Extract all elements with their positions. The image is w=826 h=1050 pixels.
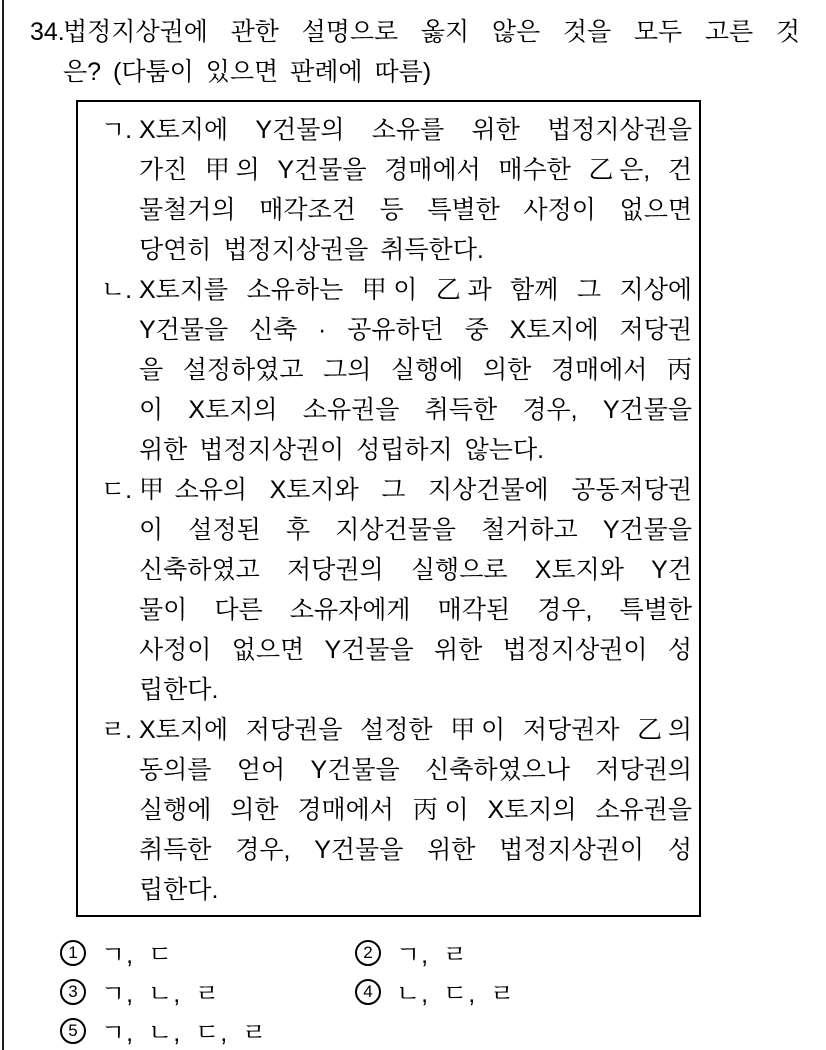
page-left-rule [2,0,4,1050]
question-header [0,0,826,92]
item-line: 물이 다른 소유자에게 매각된 경우, 특별한 [139,596,692,624]
choice-text: ㄱ, ㄹ [396,940,469,969]
circled-number-icon: 2 [355,940,381,966]
item-g [101,110,692,270]
item-line: 동의를 얻어 Y건물을 신축하였으나 저당권의 [139,756,692,784]
item-line: X토지를 소유하는 甲이 乙과 함께 그 지상에 [139,276,692,304]
item-line: Y건물을 신축 · 공유하던 중 X토지에 저당권 [139,316,692,344]
choice-text: ㄴ, ㄷ, ㄹ [396,979,516,1008]
item-line: 이 설정된 후 지상건물을 철거하고 Y건물을 [139,516,692,544]
question-text-line: 법정지상권에 관한 설명으로 옳지 않은 것을 모두 고른 것 [63,18,800,46]
circled-number-icon: 3 [60,979,86,1005]
question-number: 34. [30,18,65,46]
item-body [139,270,692,470]
question-box [76,100,701,917]
item-label: ㄴ. [101,276,133,304]
item-line: 립한다. [139,876,219,904]
item-label: ㄱ. [101,116,133,144]
question-text-line: 은? (다툼이 있으면 판례에 따름) [63,58,432,86]
item-d [101,470,692,710]
item-body [139,710,692,910]
item-line: X토지에 저당권을 설정한 甲이 저당권자 乙의 [139,716,692,744]
item-line: 취득한 경우, Y건물을 위한 법정지상권이 성 [139,836,692,864]
choice-text: ㄱ, ㄴ, ㄹ [101,979,221,1008]
item-line: 甲소유의 X토지와 그 지상건물에 공동저당권 [139,476,692,504]
item-line: 이 X토지의 소유권을 취득한 경우, Y건물을 [139,396,692,424]
circled-number-icon: 5 [60,1018,86,1044]
item-body [139,470,692,710]
choice-2 [355,933,826,972]
answer-choices [60,933,826,1050]
item-line: X토지에 Y건물의 소유를 위한 법정지상권을 [139,116,692,144]
item-line: 신축하였고 저당권의 실행으로 X토지와 Y건 [139,556,692,584]
circled-number-icon: 4 [355,979,381,1005]
item-line: 사정이 없으면 Y건물을 위한 법정지상권이 성 [139,636,692,664]
item-line: 가진 甲의 Y건물을 경매에서 매수한 乙은, 건 [139,156,692,184]
item-line: 물철거의 매각조건 등 특별한 사정이 없으면 [139,196,692,224]
item-line: 위한 법정지상권이 성립하지 않는다. [139,436,545,464]
choice-3 [60,972,355,1011]
choice-1 [60,933,355,972]
item-line: 당연히 법정지상권을 취득한다. [139,236,484,264]
item-label: ㄷ. [101,476,133,504]
item-label: ㄹ. [101,716,133,744]
item-body [139,110,692,270]
choice-text: ㄱ, ㄴ, ㄷ, ㄹ [101,1018,268,1047]
choice-text: ㄱ, ㄷ [101,940,174,969]
item-r [101,710,692,910]
item-n [101,270,692,470]
item-line: 실행에 의한 경매에서 丙이 X토지의 소유권을 [139,796,692,824]
choice-5 [60,1011,355,1050]
circled-number-icon: 1 [60,940,86,966]
choice-4 [355,972,826,1011]
item-line: 립한다. [139,676,219,704]
question-text [63,12,800,92]
item-line: 을 설정하였고 그의 실행에 의한 경매에서 丙 [139,356,692,384]
